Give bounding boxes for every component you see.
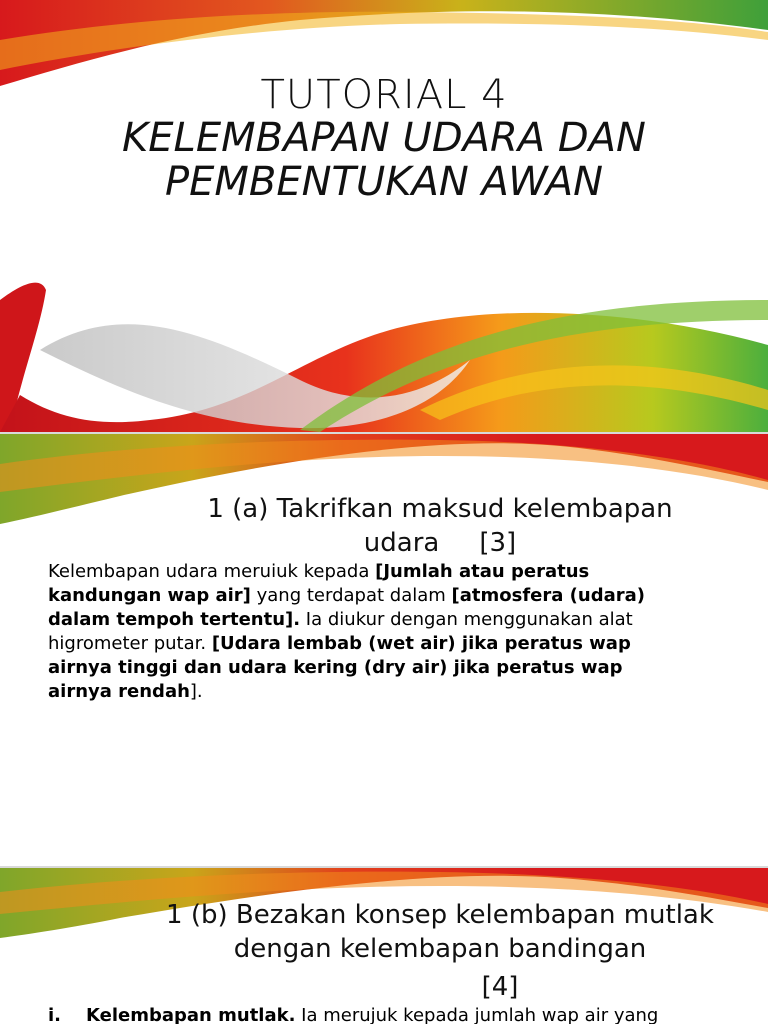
heading-line-1: 1 (b) Bezakan konsep kelembapan mutlak bbox=[166, 900, 714, 930]
heading-line-2 bbox=[150, 526, 730, 560]
wave-decoration-top bbox=[0, 0, 768, 432]
heading-line-2: dengan kelembapan bandingan bbox=[233, 934, 647, 964]
answer-text: Ia diukur dengan menggunakan alat higrometer putar. bbox=[48, 609, 633, 654]
answer-text: ]. bbox=[189, 681, 203, 702]
slide-question-1a bbox=[0, 434, 768, 866]
list-item bbox=[48, 1004, 748, 1024]
answer-text: yang terdapat dalam bbox=[250, 585, 452, 606]
question-heading bbox=[150, 492, 730, 560]
answer-text: Kelembapan udara meruiuk kepada bbox=[48, 561, 376, 582]
question-marks: [4] bbox=[481, 972, 519, 1002]
list-item-number: i. bbox=[48, 1005, 62, 1024]
subtitle-line-1: KELEMBAPAN UDARA DAN bbox=[122, 115, 646, 161]
heading-line-2-text: udara bbox=[363, 528, 440, 558]
heading-line-1: 1 (a) Takrifkan maksud kelembapan bbox=[207, 494, 673, 524]
answer-bold-phrase: [atmosfera (udara) dalam tempoh tertentu]. bbox=[48, 585, 645, 630]
slide-subtitle bbox=[0, 116, 768, 204]
list-item-text: Ia merujuk kepada jumlah wap air yang bbox=[295, 1005, 659, 1024]
answer-bold-phrase: [Jumlah atau peratus kandungan wap air] bbox=[48, 561, 590, 606]
subtitle-line-2: PEMBENTUKAN AWAN bbox=[165, 159, 603, 205]
answer-bold-phrase: [Udara lembab (wet air) jika peratus wap airnya tinggi dan udara kering (dry air) jika peratus wap airnya rendah bbox=[48, 633, 631, 702]
slide-question-1b bbox=[0, 868, 768, 1024]
question-heading bbox=[150, 898, 730, 1004]
slide-title bbox=[0, 0, 768, 432]
list-item-term: Kelembapan mutlak. bbox=[86, 1005, 296, 1024]
slide-title-text: TUTORIAL 4 bbox=[260, 72, 508, 118]
question-marks: [3] bbox=[479, 528, 517, 558]
answer-paragraph bbox=[48, 560, 688, 704]
